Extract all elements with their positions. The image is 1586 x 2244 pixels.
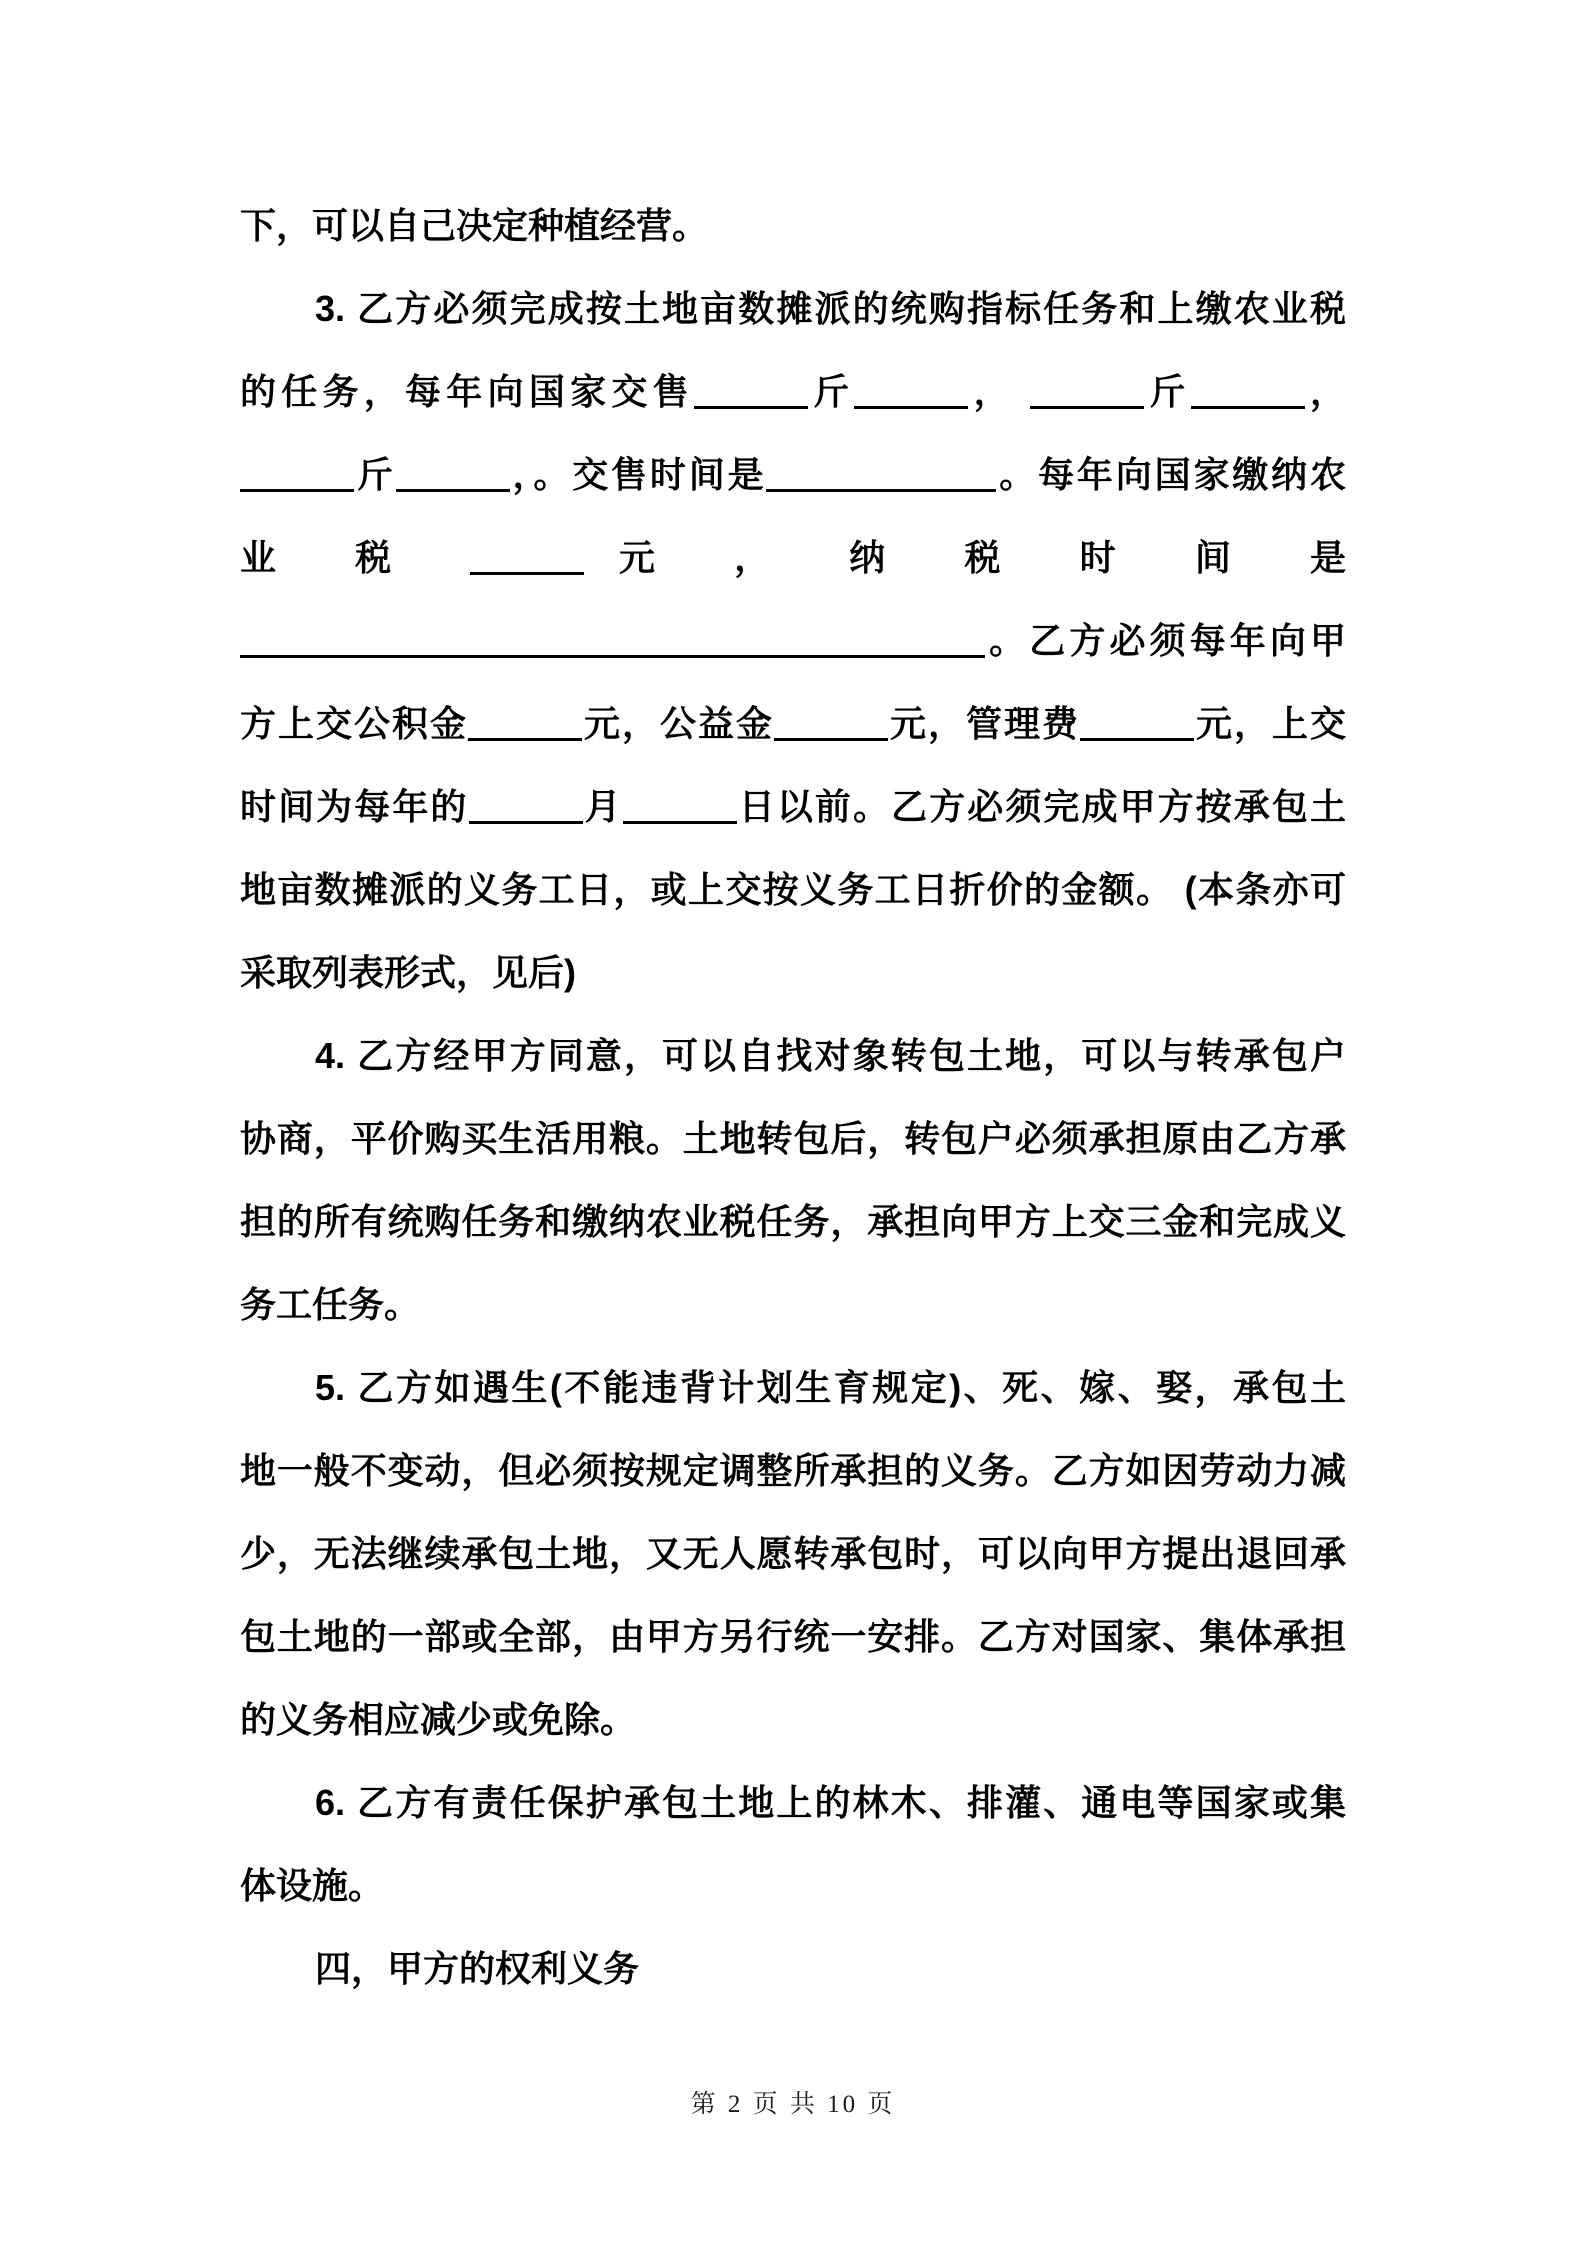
doc-line-9 [240,848,1346,931]
text-run: 采取列表形式，见后) [240,952,576,993]
doc-line-10 [240,931,1346,1014]
text-run: 地一般不变动，但必须按规定调整所承担的义务。乙方如因劳动力减 [240,1450,1346,1491]
doc-line-1 [240,184,1346,267]
text-run: 斤 [354,454,396,495]
text-run: 元，管理费 [887,703,1080,744]
blank-field [694,399,808,409]
blank-field [1030,399,1144,409]
text-run: 元 ， 纳 税 时 间 是 [584,537,1346,578]
doc-line-8 [240,765,1346,848]
doc-line-7 [240,682,1346,765]
blank-field [1080,731,1194,741]
doc-line-3 [240,350,1346,433]
text-run: 体设施。 [240,1865,385,1906]
page-footer: 第 2 页 共 10 页 [690,2091,896,2118]
doc-line-13 [240,1180,1346,1263]
text-run: 的义务相应减少或免除。 [240,1699,637,1740]
blank-field [766,482,996,492]
text-run: ， [968,371,1031,412]
text-run: 3. 乙方必须完成按土地亩数摊派的统购指标任务和上缴农业税 [315,288,1346,329]
blank-field [1191,399,1305,409]
doc-line-2 [240,267,1346,350]
text-run: 时间为每年的 [240,786,469,827]
doc-line-6 [240,599,1346,682]
text-run: 地亩数摊派的义务工日，或上交按义务工日折价的金额。 (本条亦可 [240,869,1346,910]
text-run: 日以前。乙方必须完成甲方按承包土 [736,786,1346,827]
text-run: 业 税 [240,537,471,578]
text-run: 协商，平价购买生活用粮。土地转包后，转包户必须承担原由乙方承 [240,1118,1346,1159]
blank-field [396,482,510,492]
blank-field [468,731,582,741]
doc-line-12 [240,1097,1346,1180]
text-run: 务工任务。 [240,1284,421,1325]
document-body [240,184,1346,2010]
text-run: ，。交售时间是 [509,454,767,495]
text-run: 方上交公积金 [240,703,468,744]
blank-field [854,399,968,409]
text-run: 6. 乙方有责任保护承包土地上的林木、排灌、通电等国家或集 [315,1782,1346,1823]
text-run: 4. 乙方经甲方同意，可以自找对象转包土地，可以与转承包户 [315,1035,1346,1076]
text-run: 斤 [807,371,855,412]
text-run: 包土地的一部或全部，由甲方另行统一安排。乙方对国家、集体承担 [240,1616,1346,1657]
text-run: 斤 [1144,371,1191,412]
text-run: 担的所有统购任务和缴纳农业税任务，承担向甲方上交三金和完成义 [240,1201,1346,1242]
blank-field [469,814,583,824]
doc-line-18 [240,1595,1346,1678]
text-run: 元，上交 [1193,703,1346,744]
text-run: 少，无法继续承包土地，又无人愿转承包时，可以向甲方提出退回承 [240,1533,1346,1574]
doc-line-4 [240,433,1346,516]
text-run: 四，甲方的权利义务 [315,1948,640,1989]
doc-line-22 [240,1927,1346,2010]
doc-line-17 [240,1512,1346,1595]
text-run: 元，公益金 [581,703,774,744]
doc-line-21 [240,1844,1346,1927]
doc-line-19 [240,1678,1346,1761]
text-run: 。乙方必须每年向甲 [985,620,1346,661]
blank-field [240,482,354,492]
doc-line-20 [240,1761,1346,1844]
text-run: ， [1304,371,1346,412]
blank-field [774,731,888,741]
text-run: 的任务，每年向国家交售 [240,371,694,412]
doc-line-5 [240,516,1346,599]
doc-line-14 [240,1263,1346,1346]
text-run: 月 [582,786,623,827]
doc-line-15 [240,1346,1346,1429]
blank-field [623,814,737,824]
doc-line-11 [240,1014,1346,1097]
blank-field [470,565,584,575]
doc-line-16 [240,1429,1346,1512]
text-run: 。每年向国家缴纳农 [996,454,1346,495]
text-run: 5. 乙方如遇生(不能违背计划生育规定)、死、嫁、娶，承包土 [315,1367,1346,1408]
blank-field [240,648,985,658]
text-run: 下，可以自己决定种植经营。 [240,205,709,246]
